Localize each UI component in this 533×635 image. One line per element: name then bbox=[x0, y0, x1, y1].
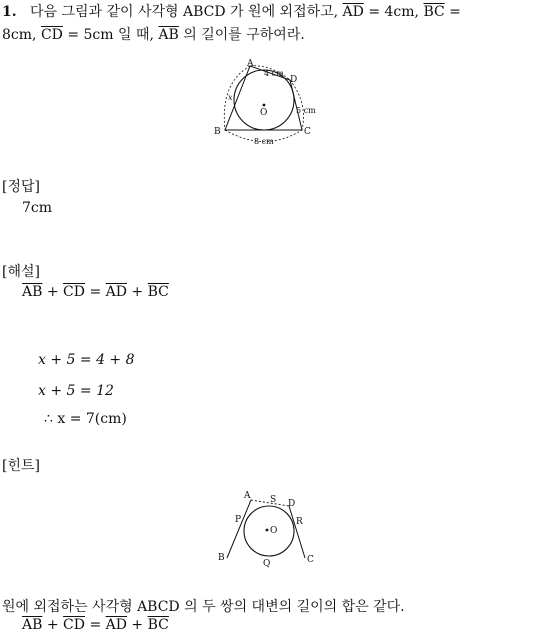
label-cd-length: 5 cm bbox=[296, 106, 316, 115]
eq-plus: + bbox=[46, 284, 59, 300]
eq-cd: $\overline{CD}$ bbox=[63, 617, 85, 633]
label-a: A bbox=[247, 59, 254, 69]
eq-equals: = bbox=[89, 617, 102, 633]
label-bc-length: 8 cm bbox=[254, 137, 274, 146]
eq-plus: + bbox=[46, 617, 59, 633]
hint-center-point bbox=[266, 529, 269, 532]
label-c: C bbox=[304, 127, 311, 137]
eq-cd: $\overline{CD}$ bbox=[63, 284, 85, 300]
eq-plus: + bbox=[131, 284, 144, 300]
ad-length: = 4cm, bbox=[368, 4, 419, 20]
problem-line-1 bbox=[2, 1, 461, 21]
segment-cd: $\overline{CD}$ bbox=[40, 27, 63, 43]
eq-bc: $\overline{BC}$ bbox=[147, 284, 169, 300]
equals-sign: = bbox=[449, 4, 461, 20]
hint-label-b: B bbox=[218, 553, 225, 563]
eq-bc: $\overline{BC}$ bbox=[147, 617, 169, 633]
hint-label-q: Q bbox=[263, 559, 271, 569]
cd-length: = 5cm 일 때, bbox=[67, 27, 154, 43]
solution-step-3: ∴ x = 7(cm) bbox=[44, 411, 127, 427]
hint-label-o: O bbox=[270, 526, 278, 536]
hint-label-p: P bbox=[235, 515, 242, 525]
answer-label: [정답] bbox=[2, 179, 40, 195]
problem-text-2: 의 길이를 구하여라. bbox=[183, 27, 305, 43]
center-point bbox=[263, 104, 266, 107]
hint-text: 원에 외접하는 사각형 ABCD 의 두 쌍의 대변의 길이의 합은 같다. bbox=[2, 599, 405, 615]
eq-ad: $\overline{AD}$ bbox=[105, 617, 127, 633]
hint-equation bbox=[22, 617, 169, 633]
problem-text-1: 다음 그림과 같이 사각형 ABCD 가 원에 외접하고, bbox=[29, 4, 339, 20]
eq-equals: = bbox=[89, 284, 102, 300]
eq-plus: + bbox=[131, 617, 144, 633]
label-ad-length: 4 cm bbox=[264, 69, 284, 78]
segment-ad: $\overline{AD}$ bbox=[342, 4, 364, 20]
hint-label-s: S bbox=[270, 495, 277, 505]
eq-ab: $\overline{AB}$ bbox=[22, 617, 43, 633]
segment-ab: $\overline{AB}$ bbox=[158, 27, 179, 43]
bc-length: 8cm, bbox=[2, 27, 37, 43]
solution-step-1: x + 5 = 4 + 8 bbox=[38, 352, 135, 368]
eq-ab: $\overline{AB}$ bbox=[22, 284, 43, 300]
hint-figure bbox=[213, 486, 325, 570]
hint-label: [힌트] bbox=[2, 458, 40, 474]
answer-value: 7cm bbox=[22, 200, 53, 216]
hint-label-a: A bbox=[244, 491, 251, 501]
label-b: B bbox=[214, 127, 221, 137]
segment-bc: $\overline{BC}$ bbox=[423, 4, 445, 20]
explanation-label: [해설] bbox=[2, 264, 40, 280]
hint-inscribed-circle bbox=[244, 506, 294, 556]
problem-figure bbox=[210, 58, 330, 148]
eq-ad: $\overline{AD}$ bbox=[105, 284, 127, 300]
hint-label-r: R bbox=[296, 517, 303, 527]
explanation-equation bbox=[22, 284, 169, 300]
hint-side-dc bbox=[289, 506, 305, 558]
label-ab-var: x bbox=[228, 93, 233, 102]
label-d: D bbox=[290, 75, 298, 85]
inscribed-circle bbox=[234, 70, 294, 130]
label-o: O bbox=[260, 108, 268, 118]
hint-label-c: C bbox=[307, 555, 314, 565]
hint-side-ab bbox=[227, 500, 251, 558]
problem-line-2 bbox=[2, 24, 305, 44]
hint-label-d: D bbox=[288, 499, 296, 509]
solution-step-2: x + 5 = 12 bbox=[38, 383, 114, 399]
problem-number: 1. bbox=[2, 4, 17, 20]
